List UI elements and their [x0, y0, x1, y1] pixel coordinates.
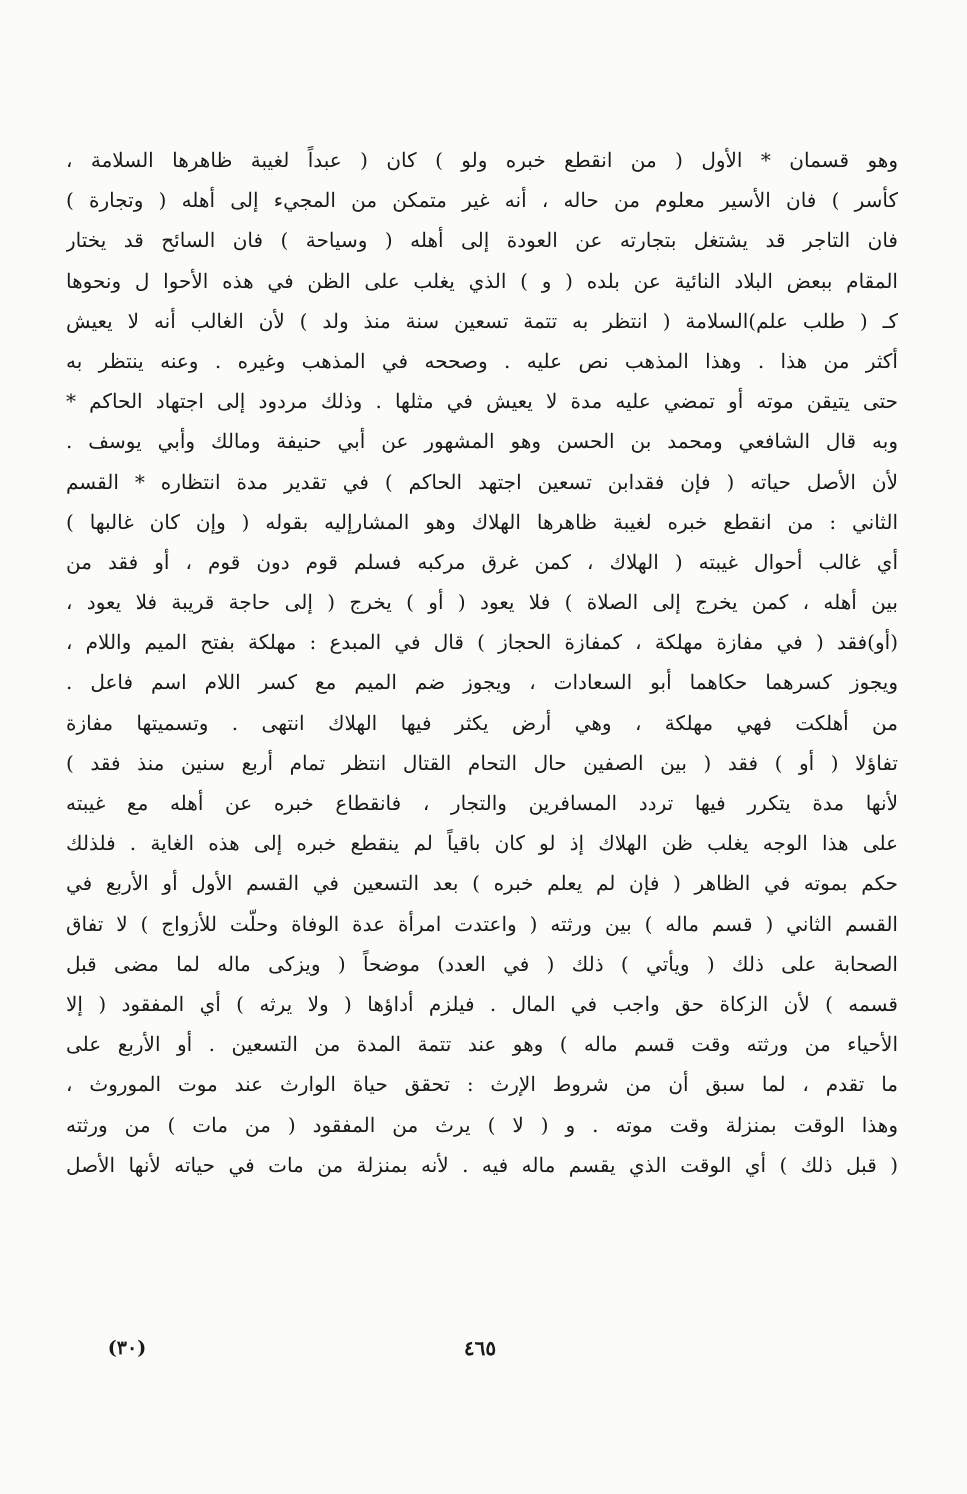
- text-line: ويجوز كسرهما حكاهما أبو السعادات ، ويجوز ضم الميم مع كسر اللام اسم فاعل .: [66, 670, 898, 695]
- text-line: من أهلكت فهي مهلكة ، وهي أرض يكثر فيها الهلاك انتهى . وتسميتها مفازة: [66, 710, 898, 735]
- text-line: (أو)فقد ( في مفازة مهلكة ، كمفازة الحجاز ) قال في المبدع : مهلكة بفتح الميم واللام ،: [66, 630, 898, 655]
- text-line: وبه قال الشافعي ومحمد بن الحسن وهو المشهور عن أبي حنيفة ومالك وأبي يوسف .: [66, 429, 898, 454]
- text-line: ما تقدم ، لما سبق أن من شروط الإرث : تحقق حياة الوارث عند موت الموروث ،: [66, 1072, 898, 1097]
- text-line: لأن الأصل حياته ( فإن فقدابن تسعين اجتهد الحاكم ) في تقدير مدة انتظاره * القسم: [66, 469, 898, 494]
- text-line: وهذا الوقت بمنزلة وقت موته . و ( لا ) يرث من المفقود ( من مات ) من ورثته: [66, 1112, 898, 1137]
- text-line: كأسر ) فان الأسير معلوم من حاله ، أنه غير متمكن من المجيء إلى أهله ( وتجارة ): [66, 188, 898, 213]
- text-line: فان التاجر قد يشتغل بتجارته عن العودة إلى أهله ( وسياحة ) فان السائح قد يختار: [66, 228, 898, 253]
- text-line: الأحياء من ورثته وقت قسم ماله ) وهو عند تتمة المدة من التسعين . أو الأربع على: [66, 1032, 898, 1057]
- text-line: ( قبل ذلك ) أي الوقت الذي يقسم ماله فيه . لأنه بمنزلة من مات في حياته لأنها الأصل: [66, 1152, 898, 1177]
- text-line: لأنها مدة يتكرر فيها تردد المسافرين والتجار ، فانقطاع خبره عن أهله مع غيبته: [66, 791, 898, 815]
- text-line: الصحابة على ذلك ( ويأتي ) ذلك ( في العدد) موضحاً ( ويزكى ماله لما مضى قبل: [66, 951, 898, 976]
- text-line: قسمه ) لأن الزكاة حق واجب في المال . فيلزم أداؤها ( ولا يرثه ) أي المفقود ( إلا: [66, 991, 898, 1016]
- text-line: على هذا الوجه يغلب ظن الهلاك إذ لو كان باقياً لم ينقطع خبره إلى هذه الغاية . فلذلك: [66, 831, 898, 856]
- text-line: أي غالب أحوال غيبته ( الهلاك ، كمن غرق مركبه فسلم قوم دون قوم ، أو فقد من: [66, 549, 898, 574]
- text-line: القسم الثاني ( قسم ماله ) بين ورثته ( واعتدت امرأة عدة الوفاة وحلّت للأزواج ) لا تفاق: [66, 911, 898, 936]
- text-line: حكم بموته في الظاهر ( فإن لم يعلم خبره ) بعد التسعين في القسم الأول أو الأربع في: [66, 871, 898, 896]
- text-line: بين أهله ، كمن يخرج إلى الصلاة ) فلا يعود ( أو ) يخرج ( إلى حاجة قريبة فلا يعود ،: [66, 590, 898, 615]
- page-footer: [0, 1333, 967, 1363]
- text-line: الثاني : من انقطع خبره لغيبة ظاهرها الهلاك وهو المشارإليه بقوله ( وإن كان غالبها ): [66, 509, 898, 534]
- page-number: ٤٦٥: [463, 1336, 497, 1360]
- signature-mark: (٣٠): [107, 1337, 147, 1359]
- text-line: كـ ( طلب علم)السلامة ( انتظر به تتمة تسعين سنة منذ ولد ) لأن الغالب أنه لا يعيش: [66, 308, 898, 333]
- text-line: حتى يتيقن موته أو تمضي عليه مدة لا يعيش في مثلها . وذلك مردود إلى اجتهاد الحاكم *: [66, 389, 898, 414]
- text-line: أكثر من هذا . وهذا المذهب نص عليه . وصححه في المذهب وغيره . وعنه ينتظر به: [66, 348, 898, 373]
- text-line: تفاؤلا ( أو ) فقد ( بين الصفين حال التحام القتال انتظر تمام أربع سنين منذ فقد ): [66, 750, 898, 775]
- text-line: وهو قسمان * الأول ( من انقطع خبره ولو ) كان ( عبداً لغيبة ظاهرها السلامة ،: [66, 148, 898, 172]
- text-line: المقام ببعض البلاد النائية عن بلده ( و ) الذي يغلب على الظن في هذه الأحوا ل ونحوها: [66, 268, 898, 293]
- body-text: [66, 140, 898, 1185]
